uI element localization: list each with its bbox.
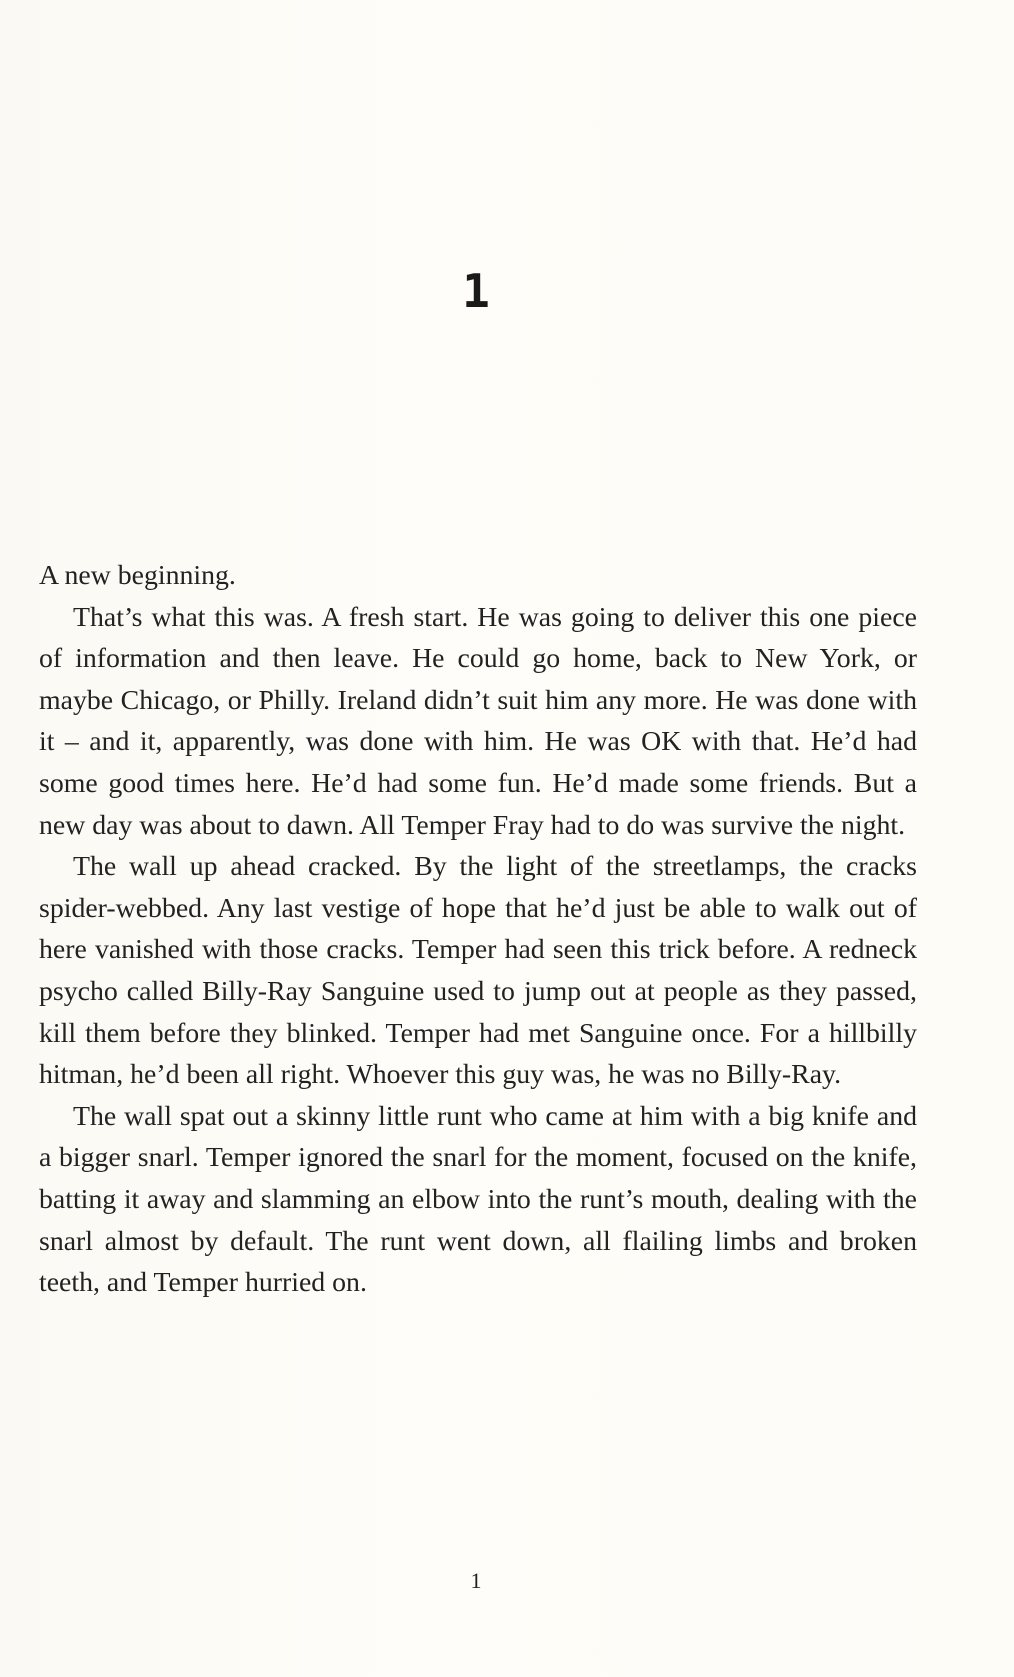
page-number: 1 bbox=[470, 1568, 482, 1593]
paragraph-3: The wall up ahead cracked. By the light of the streetlamps, the cracks spider-webbed. Any last vestige of hope that he’d just be able to walk out of here vanished with those cracks. Temper had seen this trick before. A redneck psycho called Billy-Ray Sanguine used to jump out at people as they passed, kill them before they blinked. Temper had met Sanguine once. For a hillbilly hitman, he’d been all right. Whoever this guy was, he was no Billy-Ray. bbox=[39, 851, 917, 1091]
chapter-number: 1 bbox=[462, 264, 490, 318]
paragraph-1: A new beginning. bbox=[39, 560, 236, 591]
chapter-body bbox=[39, 555, 917, 1304]
paragraph-4: The wall spat out a skinny little runt who came at him with a big knife and a bigger snarl. Temper ignored the snarl for the moment, focused on the knife, batting it away and slamming an elbow into the runt’s mouth, dealing with the snarl almost by default. The runt went down, all flailing limbs and broken teeth, and Temper hurried on. bbox=[39, 1100, 917, 1299]
paragraph-2: That’s what this was. A fresh start. He was going to deliver this one piece of information and then leave. He could go home, back to New York, or maybe Chicago, or Philly. Ireland didn’t suit him any more. He was done with it – and it, apparently, was done with him. He was OK with that. He’d had some good times here. He’d had some fun. He’d made some friends. But a new day was about to dawn. All Temper Fray had to do was survive the night. bbox=[39, 601, 917, 841]
